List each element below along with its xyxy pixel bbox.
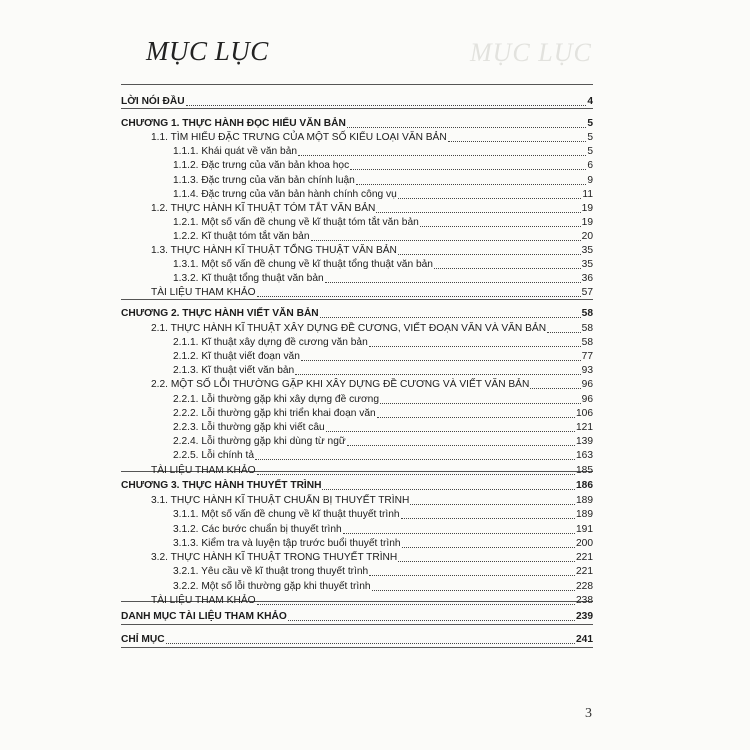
toc-entry-page: 191 (576, 524, 593, 535)
toc-entry-label: 1.3.2. Kĩ thuật tổng thuật văn bản (173, 273, 324, 284)
toc-section-entry[interactable] (151, 551, 593, 565)
toc-entry-page: 19 (581, 203, 593, 214)
toc-entry-label: 1.1.2. Đặc trưng của văn bản khoa học (173, 160, 350, 171)
dot-leader (398, 197, 582, 199)
toc-entry-label: CHƯƠNG 2. THỰC HÀNH VIẾT VĂN BẢN (121, 308, 319, 319)
toc-chapter-entry[interactable] (121, 610, 593, 624)
toc-entry-page: 163 (576, 450, 593, 461)
toc-entry-label: DANH MỤC TÀI LIỆU THAM KHẢO (121, 611, 287, 622)
toc-entry-page: 106 (576, 408, 593, 419)
toc-section-entry[interactable] (151, 378, 593, 392)
toc-entry-page: 238 (576, 595, 593, 606)
toc-entry-label: CHƯƠNG 3. THỰC HÀNH THUYẾT TRÌNH (121, 480, 322, 491)
toc-entry-page: 57 (581, 287, 593, 298)
dot-leader (350, 168, 586, 170)
toc-entry-page: 35 (581, 245, 593, 256)
toc-entry-label: 2.2. MỘT SỐ LỖI THƯỜNG GẶP KHI XÂY DỰNG ĐỀ CƯƠNG VÀ VIẾT VĂN BẢN (151, 379, 530, 390)
dot-leader (255, 458, 575, 460)
toc-entry-label: 3.2.1. Yêu cầu về kĩ thuật trong thuyết trình (173, 566, 369, 577)
toc-entry-label: LỜI NÓI ĐẦU (121, 96, 185, 107)
toc-entry-page: 5 (587, 118, 593, 129)
toc-entry-page: 93 (581, 365, 593, 376)
toc-subsection-entry[interactable] (173, 364, 593, 378)
dot-leader (402, 546, 575, 548)
toc-subsection-entry[interactable] (173, 508, 593, 522)
toc-section-entry[interactable] (151, 244, 593, 258)
toc-subsection-entry[interactable] (173, 258, 593, 272)
toc-entry-page: 58 (581, 308, 593, 319)
toc-entry-label: 1.2.1. Một số vấn đề chung về kĩ thuật tóm tắt văn bản (173, 217, 419, 228)
toc-subsection-entry[interactable] (173, 565, 593, 579)
toc-entry-label: 2.2.1. Lỗi thường gặp khi xây dựng đề cương (173, 394, 380, 405)
toc-entry-page: 9 (587, 175, 593, 186)
dot-leader (166, 642, 575, 644)
toc-section-entry[interactable] (151, 494, 593, 508)
toc-entry-page: 139 (576, 436, 593, 447)
toc-subsection-entry[interactable] (173, 350, 593, 364)
dot-leader (434, 267, 581, 269)
dot-leader (372, 589, 575, 591)
toc-subsection-entry[interactable] (173, 159, 593, 173)
toc-subsection-entry[interactable] (173, 145, 593, 159)
toc-entry-page: 6 (587, 160, 593, 171)
toc-subsection-entry[interactable] (173, 188, 593, 202)
dot-leader (343, 532, 575, 534)
toc-entry-page: 228 (576, 581, 593, 592)
dot-leader (186, 104, 587, 106)
toc-entry-label: 1.1. TÌM HIỂU ĐẶC TRƯNG CỦA MỘT SỐ KIỂU LOẠI VĂN BẢN (151, 132, 447, 143)
toc-chapter-entry[interactable] (121, 479, 593, 493)
toc-entry-label: CHỈ MỤC (121, 634, 165, 645)
dot-leader (311, 239, 581, 241)
toc-entry-label: 3.1.1. Một số vấn đề chung về kĩ thuật thuyết trình (173, 509, 400, 520)
dot-leader (530, 387, 580, 389)
dot-leader (347, 444, 575, 446)
toc-entry-page: 58 (581, 323, 593, 334)
toc-entry-page: 200 (576, 538, 593, 549)
dot-leader (257, 473, 575, 475)
dot-leader (401, 517, 575, 519)
dot-leader (376, 211, 580, 213)
dot-leader (398, 253, 581, 255)
toc-subsection-entry[interactable] (173, 174, 593, 188)
toc-entry-label: 3.1. THỰC HÀNH KĨ THUẬT CHUẨN BỊ THUYẾT TRÌNH (151, 495, 410, 506)
toc-entry-page: 58 (581, 337, 593, 348)
toc-entry-label: 2.1.2. Kĩ thuật viết đoạn văn (173, 351, 300, 362)
toc-entry-label: TÀI LIỆU THAM KHẢO (151, 287, 256, 298)
toc-entry-page: 36 (581, 273, 593, 284)
toc-entry-page: 121 (576, 422, 593, 433)
toc-subsection-entry[interactable] (173, 336, 593, 350)
toc-entry-page: 186 (576, 480, 593, 491)
dot-leader (377, 416, 575, 418)
toc-entry-label: 1.3.1. Một số vấn đề chung về kĩ thuật tổng thuật văn bản (173, 259, 433, 270)
toc-entry-label: TÀI LIỆU THAM KHẢO (151, 595, 256, 606)
dot-leader (325, 281, 581, 283)
toc-entry-page: 4 (587, 96, 593, 107)
toc-entry-label: 3.1.3. Kiểm tra và luyện tập trước buổi thuyết trình (173, 538, 401, 549)
toc-entry-label: 3.2.2. Một số lỗi thường gặp khi thuyết trình (173, 581, 371, 592)
toc-subsection-entry[interactable] (173, 523, 593, 537)
toc-subsection-entry[interactable] (173, 216, 593, 230)
toc-entry-label: 1.2. THỰC HÀNH KĨ THUẬT TÓM TẮT VĂN BẢN (151, 203, 376, 214)
toc-entry-label: 2.2.2. Lỗi thường gặp khi triển khai đoạn văn (173, 408, 376, 419)
dot-leader (257, 603, 575, 605)
toc-subsection-entry[interactable] (173, 272, 593, 286)
toc-entry-label: 3.1.2. Các bước chuẩn bị thuyết trình (173, 524, 342, 535)
toc-entry-page: 189 (576, 509, 593, 520)
page-title: MỤC LỤC (146, 36, 269, 66)
toc-entry-label: 1.1.4. Đặc trưng của văn bản hành chính công vụ (173, 189, 397, 200)
dot-leader (448, 140, 587, 142)
toc-entry-page: 20 (581, 231, 593, 242)
toc-section-entry[interactable] (151, 131, 593, 145)
toc-section-entry[interactable] (151, 322, 593, 336)
toc-entry-label: 1.1.3. Đặc trưng của văn bản chính luận (173, 175, 355, 186)
section-rule (121, 624, 593, 625)
page-number: 3 (585, 706, 592, 721)
toc-entry-label: 1.1.1. Khái quát về văn bản (173, 146, 298, 157)
toc-entry-label: 2.2.5. Lỗi chính tả (173, 450, 254, 461)
toc-subsection-entry[interactable] (173, 407, 593, 421)
dot-leader (547, 331, 581, 333)
dot-leader (288, 619, 575, 621)
dot-leader (410, 503, 575, 505)
toc-entry-page: 5 (587, 132, 593, 143)
dot-leader (295, 373, 580, 375)
dot-leader (322, 488, 575, 490)
toc-entry-label: 1.3. THỰC HÀNH KĨ THUẬT TỔNG THUẬT VĂN BẢN (151, 245, 397, 256)
toc-entry-label: 2.1.1. Kĩ thuật xây dựng đề cương văn bản (173, 337, 368, 348)
dot-leader (320, 316, 581, 318)
toc-entry-page: 239 (576, 611, 593, 622)
toc-entry-page: 96 (581, 394, 593, 405)
toc-entry-label: CHƯƠNG 1. THỰC HÀNH ĐỌC HIỂU VĂN BẢN (121, 118, 346, 129)
dot-leader (301, 359, 581, 361)
dot-leader (380, 402, 581, 404)
toc-entry-page: 11 (582, 189, 593, 200)
toc-subsection-entry[interactable] (173, 537, 593, 551)
toc-chapter-entry[interactable] (121, 117, 593, 131)
dot-leader (369, 345, 581, 347)
toc-subsection-entry[interactable] (173, 435, 593, 449)
dot-leader (420, 225, 581, 227)
toc-entry-page: 221 (576, 566, 593, 577)
toc-entry-page: 35 (581, 259, 593, 270)
toc-section-entry[interactable] (151, 594, 593, 608)
dot-leader (347, 126, 587, 128)
toc-section-entry[interactable] (151, 464, 593, 478)
toc-entry-label: TÀI LIỆU THAM KHẢO (151, 465, 256, 476)
section-rule (121, 647, 593, 648)
toc-entry-label: 2.1. THỰC HÀNH KĨ THUẬT XÂY DỰNG ĐỀ CƯƠNG, VIẾT ĐOẠN VĂN VÀ VĂN BẢN (151, 323, 547, 334)
toc-subsection-entry[interactable] (173, 230, 593, 244)
dot-leader (369, 574, 575, 576)
toc-entry-label: 2.2.3. Lỗi thường gặp khi viết câu (173, 422, 325, 433)
dot-leader (326, 430, 575, 432)
dot-leader (356, 183, 587, 185)
toc-subsection-entry[interactable] (173, 449, 593, 463)
toc-entry-page: 96 (581, 379, 593, 390)
toc-entry-page: 189 (576, 495, 593, 506)
dot-leader (298, 154, 586, 156)
toc-subsection-entry[interactable] (173, 580, 593, 594)
dot-leader (257, 295, 581, 297)
toc-section-entry[interactable] (151, 286, 593, 300)
toc-entry-page: 5 (587, 146, 593, 157)
toc-entry-label: 2.1.3. Kĩ thuật viết văn bản (173, 365, 295, 376)
toc-entry-page: 19 (581, 217, 593, 228)
toc-chapter-entry[interactable] (121, 95, 593, 109)
toc-entry-label: 3.2. THỰC HÀNH KĨ THUẬT TRONG THUYẾT TRÌNH (151, 552, 398, 563)
toc-entry-page: 221 (576, 552, 593, 563)
toc-section-entry[interactable] (151, 202, 593, 216)
toc-entry-label: 2.2.4. Lỗi thường gặp khi dùng từ ngữ (173, 436, 346, 447)
dot-leader (398, 560, 575, 562)
toc-entry-page: 77 (581, 351, 593, 362)
toc-chapter-entry[interactable] (121, 633, 593, 647)
toc-subsection-entry[interactable] (173, 421, 593, 435)
toc-entry-label: 1.2.2. Kĩ thuật tóm tắt văn bản (173, 231, 310, 242)
toc-chapter-entry[interactable] (121, 307, 593, 321)
toc-entry-page: 185 (576, 465, 593, 476)
bleed-through-title: MỤC LỤC (470, 38, 592, 67)
toc-entry-page: 241 (576, 634, 593, 645)
toc-subsection-entry[interactable] (173, 393, 593, 407)
